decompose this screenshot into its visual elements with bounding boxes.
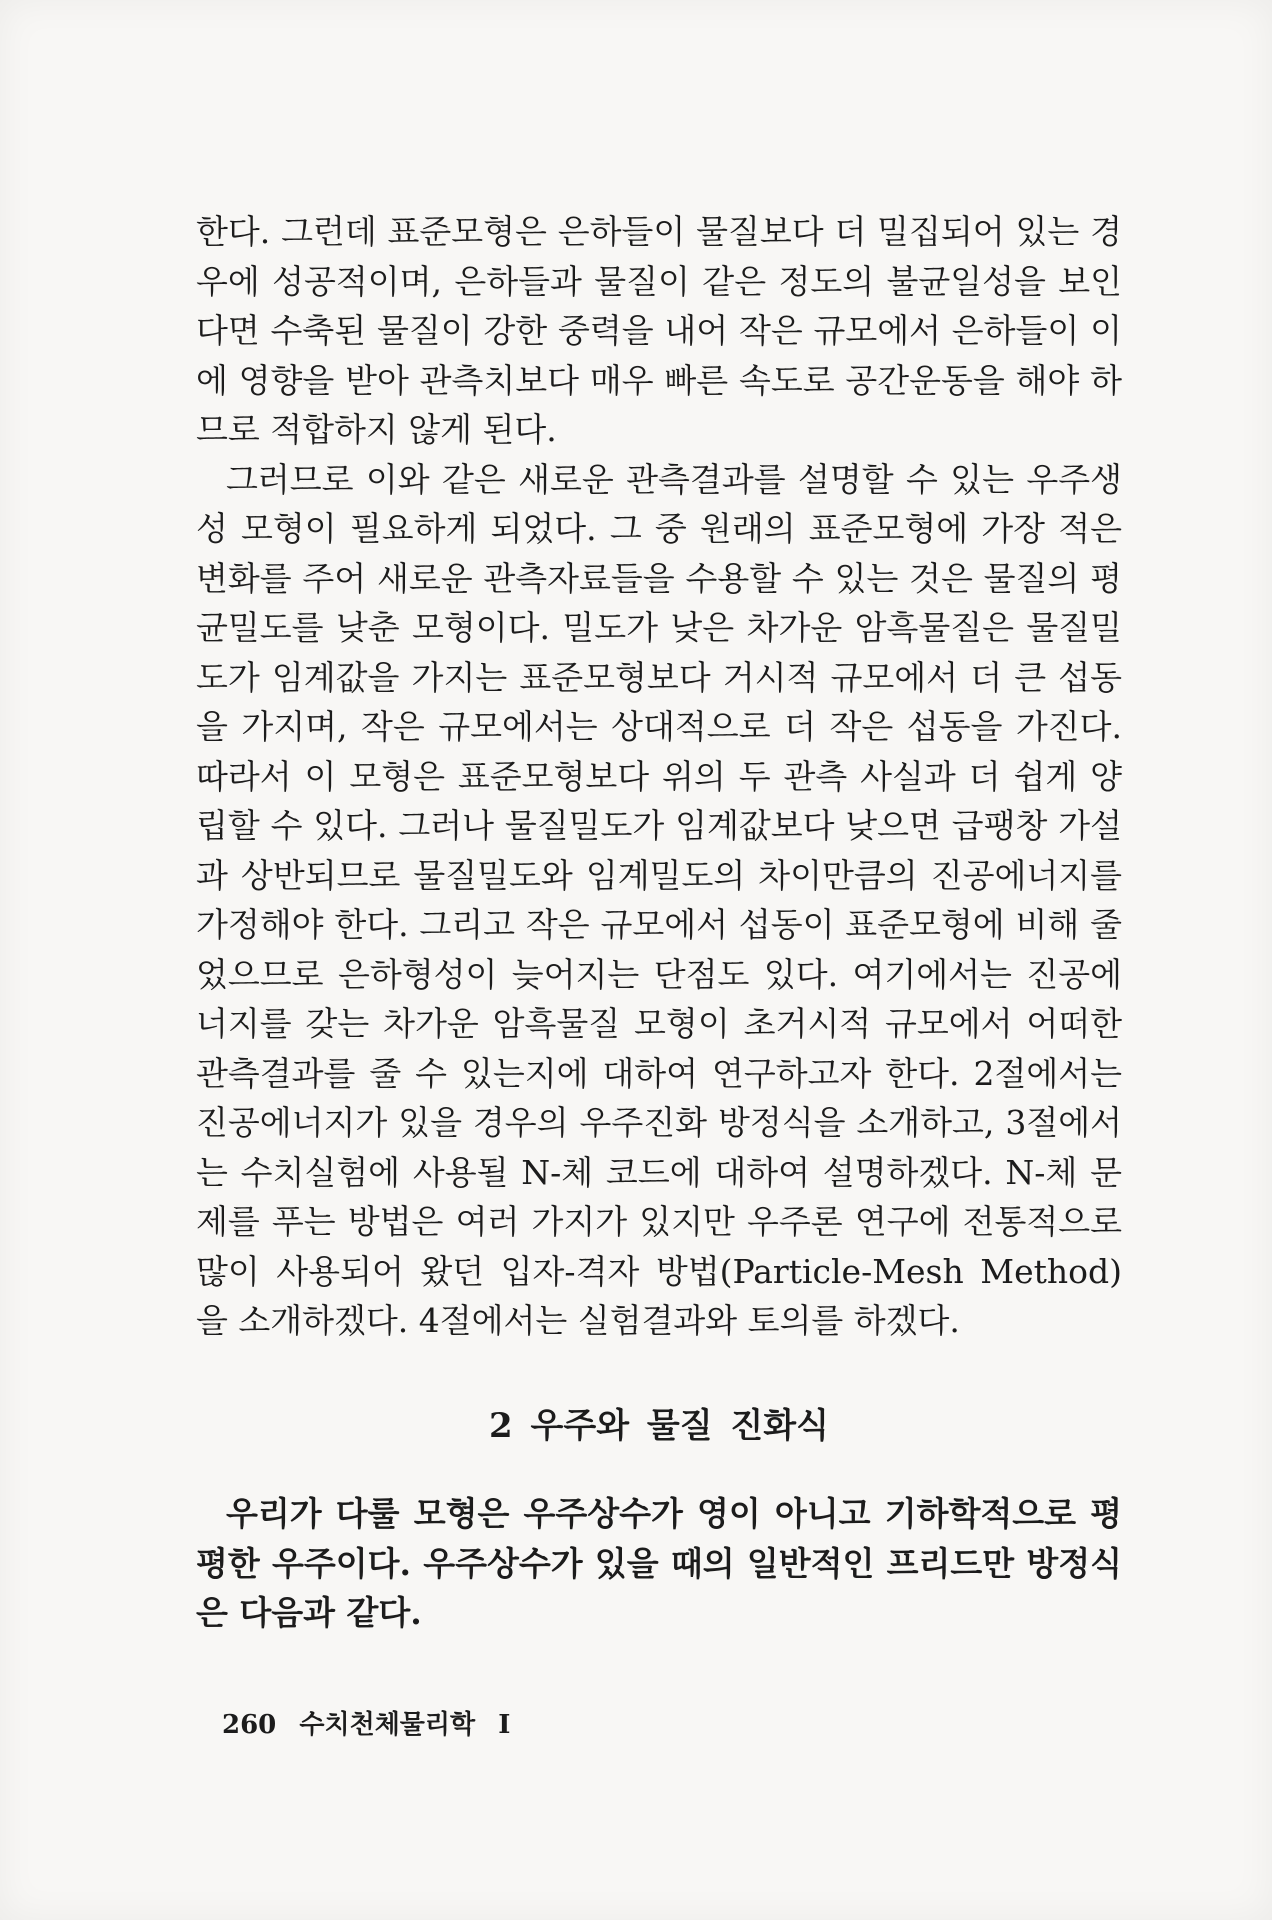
body-paragraph-2: 그러므로 이와 같은 새로운 관측결과를 설명할 수 있는 우주생성 모형이 필요하게 되었다. 그 중 원래의 표준모형에 가장 적은 변화를 주어 새로운 관측자료들을 수용할 수 있는 것은 물질의 평균밀도를 낮춘 모형이다. 밀도가 낮은 차가운 암흑물질은 물질밀도가 임계값을 가지는 표준모형보다 거시적 규모에서 더 큰 섭동을 가지며, 작은 규모에서는 상대적으로 더 작은 섭동을 가진다. 따라서 이 모형은 표준모형보다 위의 두 관측 사실과 더 쉽게 양립할 수 있다. 그러나 물질밀도가 임계값보다 낮으면 급팽창 가설과 상반되므로 물질밀도와 임계밀도의 차이만큼의 진공에너지를 가정해야 한다. 그리고 작은 규모에서 섭동이 표준모형에 비해 줄었으므로 은하형성이 늦어지는 단점도 있다. 여기에서는 진공에너지를 갖는 차가운 암흑물질 모형이 초거시적 규모에서 어떠한 관측결과를 줄 수 있는지에 대하여 연구하고자 한다. 2절에서는 진공에너지가 있을 경우의 우주진화 방정식을 소개하고, 3절에서는 수치실험에 사용될 N-체 코드에 대하여 설명하겠다. N-체 문제를 푸는 방법은 여러 가지가 있지만 우주론 연구에 전통적으로 많이 사용되어 왔던 입자-격자 방법(Particle-Mesh Method)을 소개하겠다. 4절에서는 실험결과와 토의를 하겠다. [196, 459, 1122, 1340]
page-number: 260 [222, 1710, 277, 1740]
section-text [196, 1489, 1122, 1638]
section-title: 우주와 물질 진화식 [530, 1406, 829, 1446]
section-heading [196, 1398, 1122, 1447]
intro-text [196, 207, 1122, 1346]
section-paragraph: 우리가 다룰 모형은 우주상수가 영이 아니고 기하학적으로 평평한 우주이다. 우주상수가 있을 때의 일반적인 프리드만 방정식은 다음과 같다. [196, 1494, 1122, 1632]
volume-number: I [498, 1710, 511, 1740]
book-title: 수치천체물리학 [299, 1710, 476, 1740]
body-paragraph-1: 한다. 그런데 표준모형은 은하들이 물질보다 더 밀집되어 있는 경우에 성공적이며, 은하들과 물질이 같은 정도의 불균일성을 보인다면 수축된 물질이 강한 중력을 내어 작은 규모에서 은하들이 이에 영향을 받아 관측치보다 매우 빠른 속도로 공간운동을 해야 하므로 적합하지 않게 된다. [196, 212, 1122, 449]
section-number: 2 [489, 1406, 513, 1446]
page-footer [222, 1704, 524, 1741]
